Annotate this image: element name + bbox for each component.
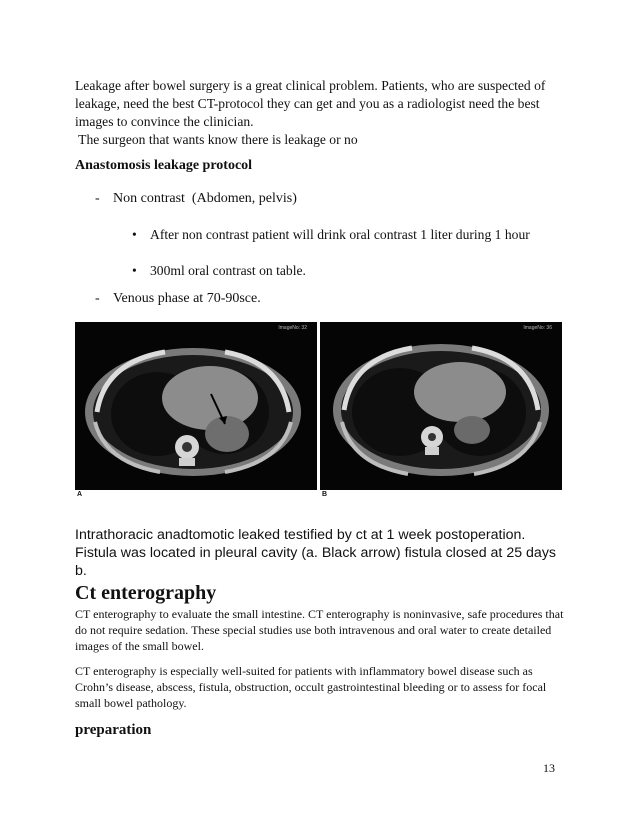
ct-enterography-paragraph-2: CT enterography is especially well-suited for patients with inflammatory bowel disease such as Crohn’s disease, abscess, fistula, obstruction, occult gastrointestinal bleeding or to assess for focal small bowel pathology. [75, 664, 547, 710]
ct-enterography-paragraph-1: CT enterography to evaluate the small intestine. CT enterography is noninvasive, safe procedures that do not require sedation. These special studies use both intravenous and oral water to create detailed images of the small bowel. [75, 607, 564, 653]
sub-bullet-text: 300ml oral contrast on table. [150, 263, 306, 278]
ct-figure [75, 322, 563, 500]
anastomosis-heading: Anastomosis leakage protocol [75, 158, 253, 173]
sub-bullet-text: After non contrast patient will drink oral contrast 1 liter during 1 hour [150, 227, 530, 242]
panel-b-label: B [322, 491, 328, 498]
intro-surgeon-line: The surgeon that wants know there is leakage or no [75, 132, 358, 147]
panel-a-label: A [77, 491, 83, 498]
bullet-marker: • [132, 227, 137, 242]
dash-marker: - [95, 291, 100, 306]
preparation-heading: preparation [75, 722, 152, 738]
panel-b-tag: ImageNo: 36 [523, 325, 552, 331]
protocol-item-label: Non contrast (Abdomen, pelvis) [113, 191, 297, 206]
page-number: 13 [543, 761, 555, 775]
bullet-marker: • [132, 263, 137, 278]
ct-scan-panel-a [75, 322, 317, 490]
dash-marker: - [95, 191, 100, 206]
ct-enterography-heading: Ct enterography [75, 582, 217, 604]
intro-paragraph [75, 77, 565, 149]
ct-scan-image-b [320, 322, 562, 490]
ct-scan-image-a [75, 322, 317, 490]
protocol-item-label: Venous phase at 70-90sce. [113, 291, 261, 306]
ct-scan-panel-b [320, 322, 562, 490]
figure-caption: Intrathoracic anadtomotic leaked testified by ct at 1 week postoperation. Fistula was located in pleural cavity (a. Black arrow) fistula closed at 25 days b. [75, 527, 557, 579]
intro-text: Leakage after bowel surgery is a great clinical problem. Patients, who are suspected of leakage, need the best CT-protocol they can get and you as a radiologist need the best images to convince the clinician. [75, 78, 546, 129]
panel-a-tag: ImageNo: 32 [278, 325, 307, 331]
